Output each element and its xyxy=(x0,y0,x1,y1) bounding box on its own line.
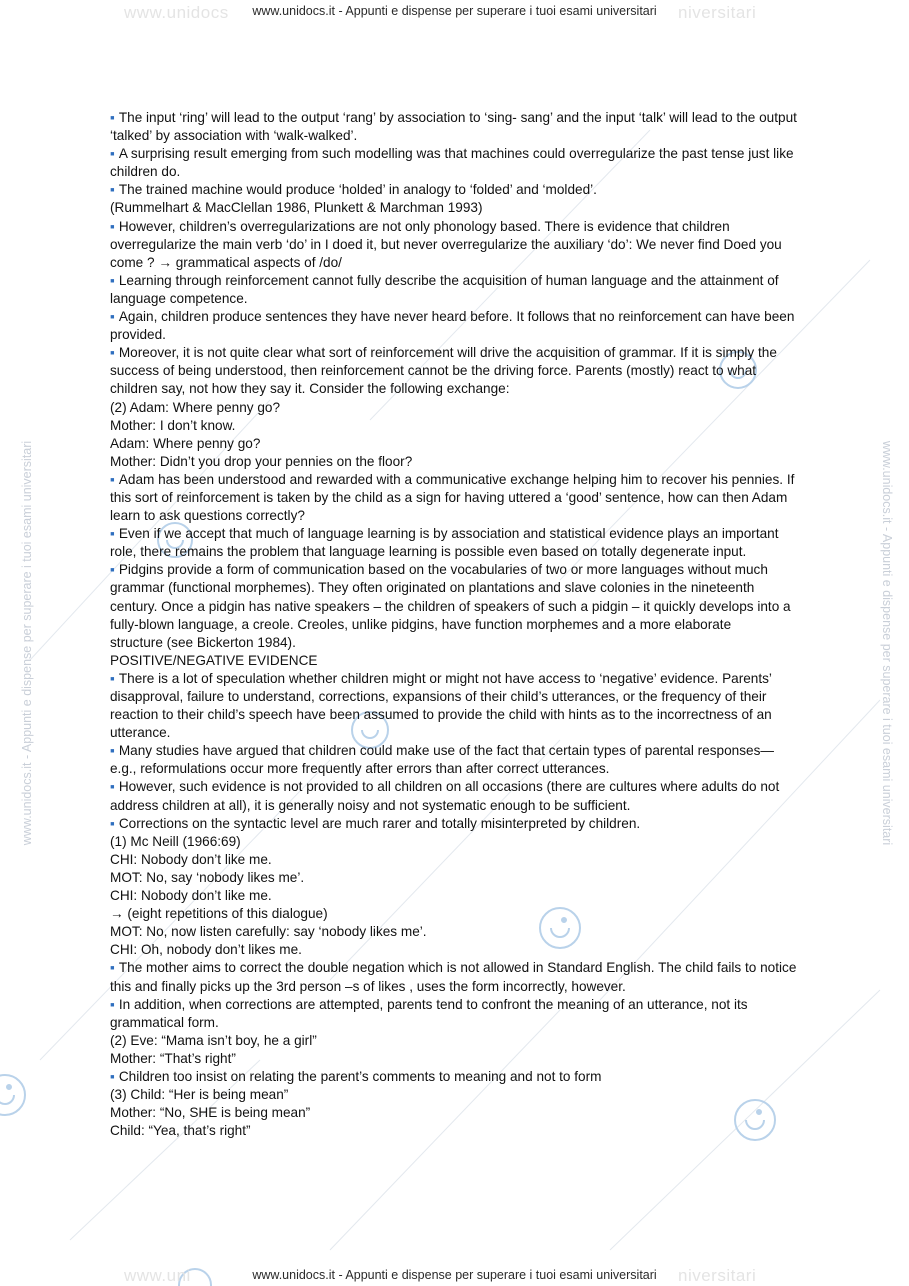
text-line xyxy=(110,887,800,905)
right-side-watermark: www.unidocs.it - Appunti e dispense per superare i tuoi esami universitari xyxy=(880,440,894,846)
paragraph-text: (Rummelhart & MacClellan 1986, Plunkett & Marchman 1993) xyxy=(110,200,483,216)
paragraph-text: However, children’s overregularizations are not only phonology based. There is evidence that children overregularize the main verb ‘do’ in I doed it, but never overregularize the auxiliary ‘do’: We never find Doed you come ? → grammatical aspects of /do/ xyxy=(110,218,782,270)
paragraph-text: In addition, when corrections are attempted, parents tend to confront the meaning of an utterance, not its grammatical form. xyxy=(110,996,748,1030)
bullet-paragraph xyxy=(110,996,800,1032)
paragraph-text: CHI: Oh, nobody don’t likes me. xyxy=(110,942,302,958)
paragraph-text: Even if we accept that much of language learning is by association and statistical evidence plays an important role, there remains the problem that language learning is possible even based on totally degenerate input. xyxy=(110,526,779,560)
text-line xyxy=(110,634,800,652)
paragraph-text: Children too insist on relating the parent’s comments to meaning and not to form xyxy=(118,1068,602,1084)
paragraph-text: Adam: Where penny go? xyxy=(110,435,261,451)
paragraph-text: structure (see Bickerton 1984). xyxy=(110,634,296,650)
bullet-paragraph xyxy=(110,1068,800,1086)
bullet-paragraph xyxy=(110,778,800,814)
paragraph-text: Mother: I don’t know. xyxy=(110,417,236,433)
paragraph-text: There is a lot of speculation whether children might or might not have access to ‘negative’ evidence. Parents’ disapproval, failure to understand, corrections, expansions of their child’s utterances, or the frequency of their reaction to their child’s speech have been assumed to provide the child with hints as to the incorrectness of an utterance. xyxy=(110,670,772,741)
paragraph-text: Adam has been understood and rewarded with a communicative exchange helping him to recover his pennies. If this sort of reinforcement is taken by the child as a sign for having uttered a ‘good’ sentence, how can then Adam learn to ask questions correctly? xyxy=(110,471,795,524)
bullet-icon: ▪ xyxy=(110,146,115,162)
bullet-paragraph xyxy=(110,670,800,742)
text-line xyxy=(110,435,800,453)
bullet-icon: ▪ xyxy=(110,743,115,759)
bullet-icon: ▪ xyxy=(110,182,115,198)
bullet-icon: ▪ xyxy=(110,815,115,831)
bullet-icon: ▪ xyxy=(110,960,115,976)
text-line xyxy=(110,453,800,471)
bullet-paragraph xyxy=(110,742,800,778)
bullet-icon: ▪ xyxy=(110,562,115,578)
paragraph-text: MOT: No, now listen carefully: say ‘nobody likes me’. xyxy=(110,924,427,940)
bullet-icon: ▪ xyxy=(110,345,115,361)
text-line xyxy=(110,851,800,869)
text-line xyxy=(110,399,800,417)
text-line xyxy=(110,652,800,670)
bullet-paragraph xyxy=(110,218,800,272)
paragraph-text: The input ‘ring’ will lead to the output ‘rang’ by association to ‘sing- sang’ and the input ‘talk’ will lead to the output ‘talked’ by association with ‘walk-walked’. xyxy=(110,110,797,144)
paragraph-text: Learning through reinforcement cannot fully describe the acquisition of human language and the attainment of language competence. xyxy=(110,272,779,306)
ghost-watermark-top-right: niversitari xyxy=(678,3,757,22)
bullet-paragraph xyxy=(110,272,800,308)
bullet-paragraph xyxy=(110,181,800,199)
text-line xyxy=(110,923,800,941)
paragraph-text: (2) Eve: “Mama isn’t boy, he a girl” xyxy=(110,1032,317,1048)
paragraph-text: Corrections on the syntactic level are much rarer and totally misinterpreted by children. xyxy=(118,815,641,831)
bullet-icon: ▪ xyxy=(110,670,115,686)
paragraph-text: The trained machine would produce ‘holded’ in analogy to ‘folded’ and ‘molded’. xyxy=(118,182,597,198)
ghost-watermark-bottom-right: niversitari xyxy=(678,1266,757,1285)
paragraph-text: POSITIVE/NEGATIVE EVIDENCE xyxy=(110,652,318,668)
bullet-icon: ▪ xyxy=(110,110,115,125)
paragraph-text: (1) Mc Neill (1966:69) xyxy=(110,833,241,849)
text-line xyxy=(110,905,800,923)
left-side-watermark: www.unidocs.it - Appunti e dispense per superare i tuoi esami universitari xyxy=(20,440,34,846)
paragraph-text: Child: “Yea, that’s right” xyxy=(110,1123,251,1139)
bullet-paragraph xyxy=(110,145,800,181)
bullet-icon: ▪ xyxy=(110,526,115,542)
text-line xyxy=(110,199,800,217)
text-line xyxy=(110,1104,800,1122)
ghost-watermark-top-left: www.unidocs xyxy=(124,3,229,22)
paragraph-text: The mother aims to correct the double negation which is not allowed in Standard English. The child fails to notice this and finally picks up the 3rd person –s of likes , uses the form incorrectly, however. xyxy=(110,960,797,994)
paragraph-text: (3) Child: “Her is being mean” xyxy=(110,1087,289,1103)
paragraph-text: Many studies have argued that children could make use of the fact that certain types of parental responses— e.g., reformulations occur more frequently after errors than after correct utterances. xyxy=(110,743,774,777)
bullet-paragraph xyxy=(110,959,800,995)
page-footer-watermark: www.unidocs.it - Appunti e dispense per superare i tuoi esami universitari xyxy=(252,1268,657,1282)
bullet-icon: ▪ xyxy=(110,309,115,325)
paragraph-text: → (eight repetitions of this dialogue) xyxy=(110,906,328,922)
watermark-logo-icon xyxy=(0,1075,25,1115)
text-line xyxy=(110,1032,800,1050)
paragraph-text: However, such evidence is not provided to all children on all occasions (there are cultures where adults do not address children at all), it is generally noisy and not systematic enough to be sufficient. xyxy=(110,779,780,813)
text-line xyxy=(110,1122,800,1140)
bullet-icon: ▪ xyxy=(110,272,115,288)
bullet-paragraph xyxy=(110,109,800,145)
bullet-icon: ▪ xyxy=(110,471,115,487)
bullet-icon: ▪ xyxy=(110,218,115,234)
paragraph-text: CHI: Nobody don’t like me. xyxy=(110,851,272,867)
page-header-watermark: www.unidocs.it - Appunti e dispense per superare i tuoi esami universitari xyxy=(252,4,657,18)
paragraph-text: A surprising result emerging from such modelling was that machines could overregularize the past tense just like children do. xyxy=(110,146,794,180)
bullet-icon: ▪ xyxy=(110,779,115,795)
paragraph-text: CHI: Nobody don’t like me. xyxy=(110,888,272,904)
ghost-watermark-bottom-left: www.uni xyxy=(124,1266,191,1285)
bullet-icon: ▪ xyxy=(110,996,115,1012)
document-body xyxy=(110,109,800,1140)
bullet-paragraph xyxy=(110,525,800,561)
text-line xyxy=(110,1050,800,1068)
paragraph-text: Again, children produce sentences they have never heard before. It follows that no reinforcement can have been provided. xyxy=(110,309,795,343)
bullet-paragraph xyxy=(110,308,800,344)
text-line xyxy=(110,1086,800,1104)
paragraph-text: (2) Adam: Where penny go? xyxy=(110,399,281,415)
text-line xyxy=(110,869,800,887)
bullet-paragraph xyxy=(110,815,800,833)
paragraph-text: Pidgins provide a form of communication based on the vocabularies of two or more languages without much grammar (functional morphemes). They often originated on plantations and slave colonies in the nineteenth century. Once a pidgin has native speakers – the children of speakers of such a pidgin – it quickly develops into a fully-blown language, a creole. Creoles, unlike pidgins, have function morphemes and a more elaborate xyxy=(110,562,791,632)
paragraph-text: Moreover, it is not quite clear what sort of reinforcement will drive the acquisition of grammar. If it is simply the success of being understood, then reinforcement cannot be the driving force. Parents (mostly) react to what children say, not how they say it. Consider the following exchange: xyxy=(110,345,777,397)
text-line xyxy=(110,417,800,435)
bullet-paragraph xyxy=(110,561,800,633)
paragraph-text: Mother: “No, SHE is being mean” xyxy=(110,1105,311,1121)
paragraph-text: MOT: No, say ‘nobody likes me’. xyxy=(110,869,305,885)
text-line xyxy=(110,941,800,959)
bullet-paragraph xyxy=(110,471,800,525)
text-line xyxy=(110,833,800,851)
paragraph-text: Mother: “That’s right” xyxy=(110,1050,236,1066)
bullet-paragraph xyxy=(110,344,800,398)
bullet-icon: ▪ xyxy=(110,1068,115,1084)
paragraph-text: Mother: Didn’t you drop your pennies on the floor? xyxy=(110,453,413,469)
